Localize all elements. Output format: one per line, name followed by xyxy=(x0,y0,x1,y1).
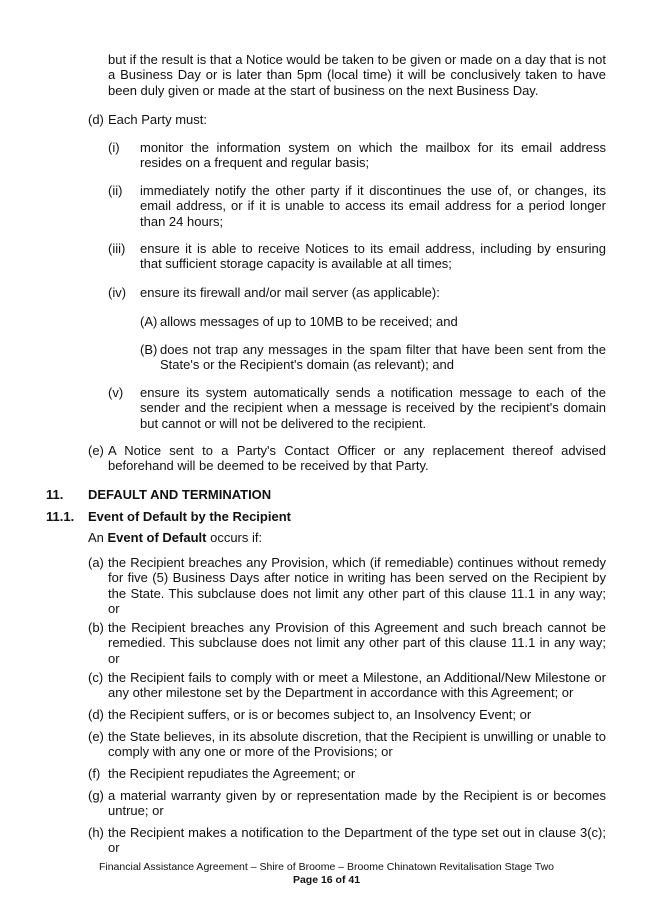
intro-defined-term: Event of Default xyxy=(107,530,207,545)
default-h-label: (h) xyxy=(88,825,104,840)
item-i-label: (i) xyxy=(108,140,120,155)
clause-d-text: Each Party must: xyxy=(108,112,207,127)
default-e-label: (e) xyxy=(88,729,104,744)
default-d-text: the Recipient suffers, or is or becomes subject to, an Insolvency Event; or xyxy=(108,707,532,722)
page-number: Page 16 of 41 xyxy=(292,874,361,886)
default-a-label: (a) xyxy=(88,555,104,570)
default-f-label: (f) xyxy=(88,766,101,781)
subsection-number: 11.1. xyxy=(46,509,75,524)
default-c-text: the Recipient fails to comply with or meet a Milestone, an Additional/New Milestone or any other milestone set by the Department in accordance with this Agreement; or xyxy=(108,670,606,701)
default-a-text: the Recipient breaches any Provision, which (if remediable) continues without remedy for five (5) Business Days after notice in writing has been served on the Recipient by the State. This subclause does not limit any other part of this clause 11.1 in any way; or xyxy=(108,555,606,617)
footer-title: Financial Assistance Agreement – Shire of Broome – Broome Chinatown Revitalisation Stage Two xyxy=(98,861,555,873)
default-b-text: the Recipient breaches any Provision of this Agreement and such breach cannot be remedied. This subclause does not limit any other part of this clause 11.1 in any way; or xyxy=(108,620,606,666)
item-v-text: ensure its system automatically sends a notification message to each of the sender and the recipient when a message is received by the recipient's domain but cannot or will not be delivered to the recipient. xyxy=(140,385,606,431)
clause-e-text: A Notice sent to a Party's Contact Officer or any replacement thereof advised beforehand will be deemed to be received by that Party. xyxy=(108,443,606,474)
item-i-text: monitor the information system on which the mailbox for its email address resides on a frequent and regular basis; xyxy=(140,140,606,171)
sub-item-b-text: does not trap any messages in the spam filter that have been sent from the State's or the Recipient's domain (as relevant); and xyxy=(160,342,606,373)
clause-e-label: (e) xyxy=(88,443,104,458)
clause-d-label: (d) xyxy=(88,112,104,127)
item-iii-label: (iii) xyxy=(108,241,126,256)
continuation-paragraph: but if the result is that a Notice would be taken to be given or made on a day that is not a Business Day or is later than 5pm (local time) it will be conclusively taken to have been duly given or made at the start of business on the next Business Day. xyxy=(108,52,606,98)
default-e-text: the State believes, in its absolute discretion, that the Recipient is unwilling or unable to comply with any one or more of the Provisions; or xyxy=(108,729,606,760)
default-d-label: (d) xyxy=(88,707,104,722)
intro-suffix: occurs if: xyxy=(206,530,263,545)
default-b-label: (b) xyxy=(88,620,104,635)
section-number: 11. xyxy=(46,487,64,502)
default-f-text: the Recipient repudiates the Agreement; or xyxy=(108,766,356,781)
item-ii-text: immediately notify the other party if it discontinues the use of, or changes, its email address, or if it is unable to access its email address for a period longer than 24 hours; xyxy=(140,183,606,229)
default-g-text: a material warranty given by or representation made by the Recipient is or becomes untrue; or xyxy=(108,788,606,819)
default-g-label: (g) xyxy=(88,788,104,803)
item-v-label: (v) xyxy=(108,385,124,400)
section-title: DEFAULT AND TERMINATION xyxy=(88,487,272,502)
item-iv-text: ensure its firewall and/or mail server (as applicable): xyxy=(140,285,440,300)
sub-item-a-text: allows messages of up to 10MB to be received; and xyxy=(160,314,458,329)
intro-paragraph xyxy=(88,530,606,545)
default-c-label: (c) xyxy=(88,670,104,685)
sub-item-b-label: (B) xyxy=(140,342,158,357)
intro-prefix: An xyxy=(88,530,108,545)
default-h-text: the Recipient makes a notification to the Department of the type set out in clause 3(c); or xyxy=(108,825,606,856)
subsection-title: Event of Default by the Recipient xyxy=(88,509,291,524)
sub-item-a-label: (A) xyxy=(140,314,158,329)
item-iii-text: ensure it is able to receive Notices to its email address, including by ensuring that sufficient storage capacity is available at all times; xyxy=(140,241,606,272)
item-iv-label: (iv) xyxy=(108,285,127,300)
item-ii-label: (ii) xyxy=(108,183,123,198)
